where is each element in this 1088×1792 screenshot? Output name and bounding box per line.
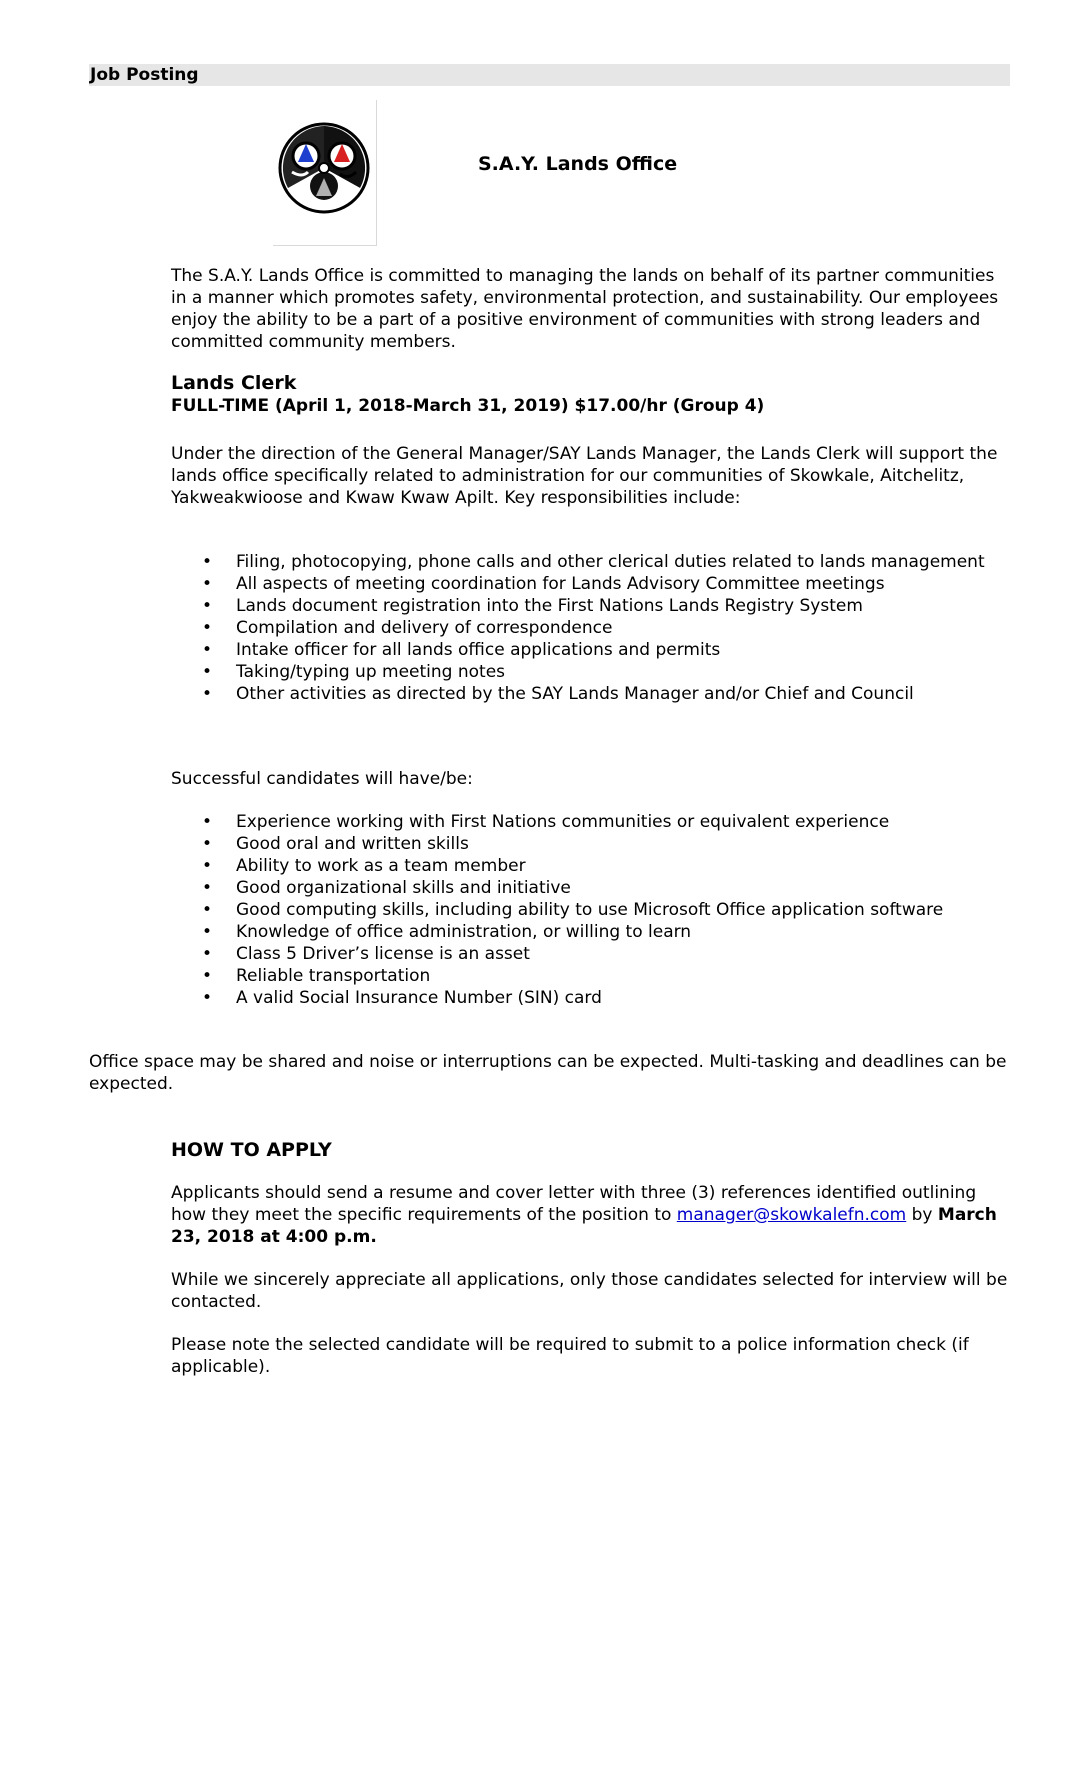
apply-text-by: by bbox=[906, 1205, 938, 1225]
org-title: S.A.Y. Lands Office bbox=[478, 153, 678, 175]
police-text: Please note the selected candidate will be required to submit to a police information check (if applicable). bbox=[171, 1335, 969, 1377]
list-item: • Ability to work as a team member bbox=[171, 855, 1001, 877]
apply-deadline: March 23, 2018 at 4:00 p.m. bbox=[171, 1205, 997, 1247]
list-item: • Taking/typing up meeting notes bbox=[171, 661, 1001, 683]
say-lands-logo-icon bbox=[278, 122, 370, 214]
header-label: Job Posting bbox=[90, 65, 199, 85]
header-bar bbox=[89, 64, 1010, 86]
apply-paragraph bbox=[171, 1182, 1001, 1248]
list-item: • Class 5 Driver’s license is an asset bbox=[171, 943, 1001, 965]
logo-frame bbox=[273, 100, 377, 246]
appreciate-text: While we sincerely appreciate all applications, only those candidates selected for interview will be contacted. bbox=[171, 1270, 1008, 1312]
intro-paragraph bbox=[171, 265, 1001, 353]
office-note-text: Office space may be shared and noise or interruptions can be expected. Multi-tasking and deadlines can be expected. bbox=[89, 1052, 1007, 1094]
list-item: • A valid Social Insurance Number (SIN) card bbox=[171, 987, 1001, 1009]
list-item: • Reliable transportation bbox=[171, 965, 1001, 987]
list-item: • Compilation and delivery of correspondence bbox=[171, 617, 1001, 639]
apply-email-link[interactable]: manager@skowkalefn.com bbox=[676, 1205, 907, 1225]
list-item: • Lands document registration into the First Nations Lands Registry System bbox=[171, 595, 1001, 617]
job-title: Lands Clerk bbox=[171, 372, 297, 394]
candidates-intro: Successful candidates will have/be: bbox=[171, 769, 473, 789]
list-item: • Intake officer for all lands office applications and permits bbox=[171, 639, 1001, 661]
intro-text: The S.A.Y. Lands Office is committed to managing the lands on behalf of its partner communities in a manner which promotes safety, environmental protection, and sustainability. Our employees enjoy the ability to be a part of a positive environment of communities with strong leaders and committed community members. bbox=[171, 266, 999, 352]
list-item: • Good computing skills, including ability to use Microsoft Office application software bbox=[171, 899, 1001, 921]
apply-heading: HOW TO APPLY bbox=[171, 1139, 332, 1161]
job-meta: FULL-TIME (April 1, 2018-March 31, 2019) $17.00/hr (Group 4) bbox=[171, 396, 765, 416]
list-item: • Good oral and written skills bbox=[171, 833, 1001, 855]
list-item: • Knowledge of office administration, or willing to learn bbox=[171, 921, 1001, 943]
responsibilities-list bbox=[171, 551, 1001, 705]
police-paragraph bbox=[171, 1334, 1011, 1378]
candidates-list bbox=[171, 811, 1001, 1009]
list-item: • Other activities as directed by the SAY Lands Manager and/or Chief and Council bbox=[171, 683, 1001, 705]
list-item: • All aspects of meeting coordination for Lands Advisory Committee meetings bbox=[171, 573, 1001, 595]
office-note bbox=[89, 1051, 1009, 1095]
apply-text-before: Applicants should send a resume and cover letter with three (3) references identified outlining how they meet the specific requirements of the position to bbox=[171, 1183, 977, 1225]
list-item: • Experience working with First Nations communities or equivalent experience bbox=[171, 811, 1001, 833]
list-item: • Good organizational skills and initiative bbox=[171, 877, 1001, 899]
appreciate-paragraph bbox=[171, 1269, 1011, 1313]
direction-paragraph bbox=[171, 443, 1001, 509]
list-item: • Filing, photocopying, phone calls and other clerical duties related to lands management bbox=[171, 551, 1001, 573]
direction-text: Under the direction of the General Manager/SAY Lands Manager, the Lands Clerk will support the lands office specifically related to administration for our communities of Skowkale, Aitchelitz, Yakweakwioose and Kwaw Kwaw Apilt. Key responsibilities include: bbox=[171, 444, 998, 508]
